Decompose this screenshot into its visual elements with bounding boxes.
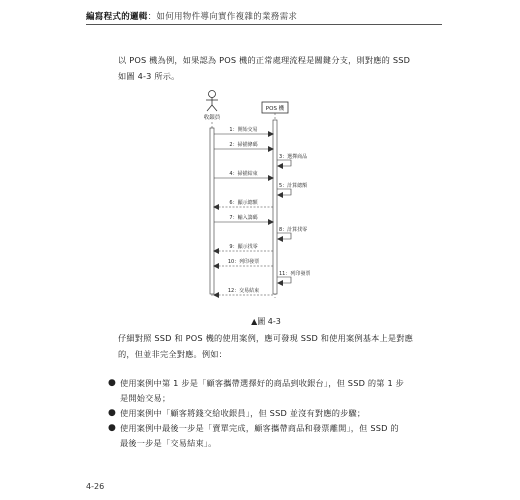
bullet-line: 是開始交易； (120, 393, 171, 403)
message-label: 1：開始交易 (229, 127, 258, 133)
intro-line: 以 POS 機為例，如果認為 POS 機的正常處理流程是關鍵分支，則對應的 SSD (118, 55, 411, 65)
actor-figure (206, 91, 218, 112)
message-7 (214, 214, 273, 222)
page-number: 4-26 (86, 482, 105, 491)
system-label: POS 機 (265, 106, 285, 112)
body-line: 的，但並非完全對應。例如： (118, 349, 228, 359)
book-subtitle: ：如何用物件導向實作複雜的業務需求 (147, 12, 298, 22)
message-11 (277, 270, 310, 283)
actor-label: 收銀員 (203, 115, 221, 121)
bullet-item (108, 421, 420, 451)
bullet-line: 最後一步是「交易結束」。 (120, 438, 217, 448)
sequence-diagram (190, 88, 340, 308)
book-title: 編寫程式的邏輯 (86, 12, 148, 22)
bullet-item (108, 376, 420, 406)
self-message-arrow (277, 277, 291, 283)
message-label: 6：顯示總額 (229, 200, 258, 206)
message-5 (277, 182, 308, 195)
bullet-icon: ● (108, 408, 117, 418)
actor-activation (210, 128, 214, 294)
message-label: 5：計算總額 (279, 183, 308, 189)
bullet-icon: ● (108, 378, 117, 388)
message-1 (214, 126, 273, 134)
bullet-line: 使用案例中第 1 步是「顧客攜帶選擇好的商品到收銀台」，但 SSD 的第 1 步 (120, 378, 405, 388)
message-9 (214, 243, 273, 251)
message-8 (277, 226, 307, 239)
intro-paragraph (118, 52, 418, 84)
body-paragraph (118, 330, 418, 362)
bullet-icon: ● (108, 423, 117, 433)
message-4 (214, 170, 273, 178)
self-message-arrow (277, 189, 291, 195)
message-label: 3：選擇商品 (279, 154, 308, 160)
bullet-item (108, 406, 420, 421)
bullet-line: 使用案例中「顧客將錢交給收銀員」，但 SSD 並沒有對應的步驟； (120, 408, 366, 418)
bullet-list (108, 376, 420, 451)
system-activation (273, 120, 277, 294)
message-12 (214, 287, 273, 295)
header-rule (86, 24, 442, 25)
message-2 (214, 141, 273, 149)
message-label: 10：列印發票 (227, 259, 260, 265)
message-label: 9：顯示找零 (229, 244, 258, 250)
body-line: 仔細對照 SSD 和 POS 機的使用案例，應可發現 SSD 和使用案例基本上是對應 (118, 333, 414, 343)
intro-line: 如圖 4-3 所示。 (118, 71, 180, 81)
message-6 (214, 199, 273, 207)
bullet-line: 使用案例中最後一步是「賣單完成，顧客攜帶商品和發票離開」，但 SSD 的 (120, 423, 399, 433)
messages-group (214, 126, 310, 295)
self-message-arrow (277, 160, 291, 166)
message-label: 2：掃描條碼 (229, 142, 258, 148)
message-10 (214, 258, 273, 266)
message-label: 12：交易結束 (227, 288, 260, 294)
self-message-arrow (277, 233, 291, 239)
message-label: 8：計算找零 (279, 227, 308, 233)
message-label: 11：列印發票 (279, 271, 311, 277)
figure-caption: ▲圖 4-3 (251, 317, 281, 326)
running-header (86, 10, 442, 22)
message-label: 4：掃描結束 (229, 171, 258, 177)
message-label: 7：輸入籌碼 (229, 215, 258, 221)
message-3 (277, 153, 307, 166)
